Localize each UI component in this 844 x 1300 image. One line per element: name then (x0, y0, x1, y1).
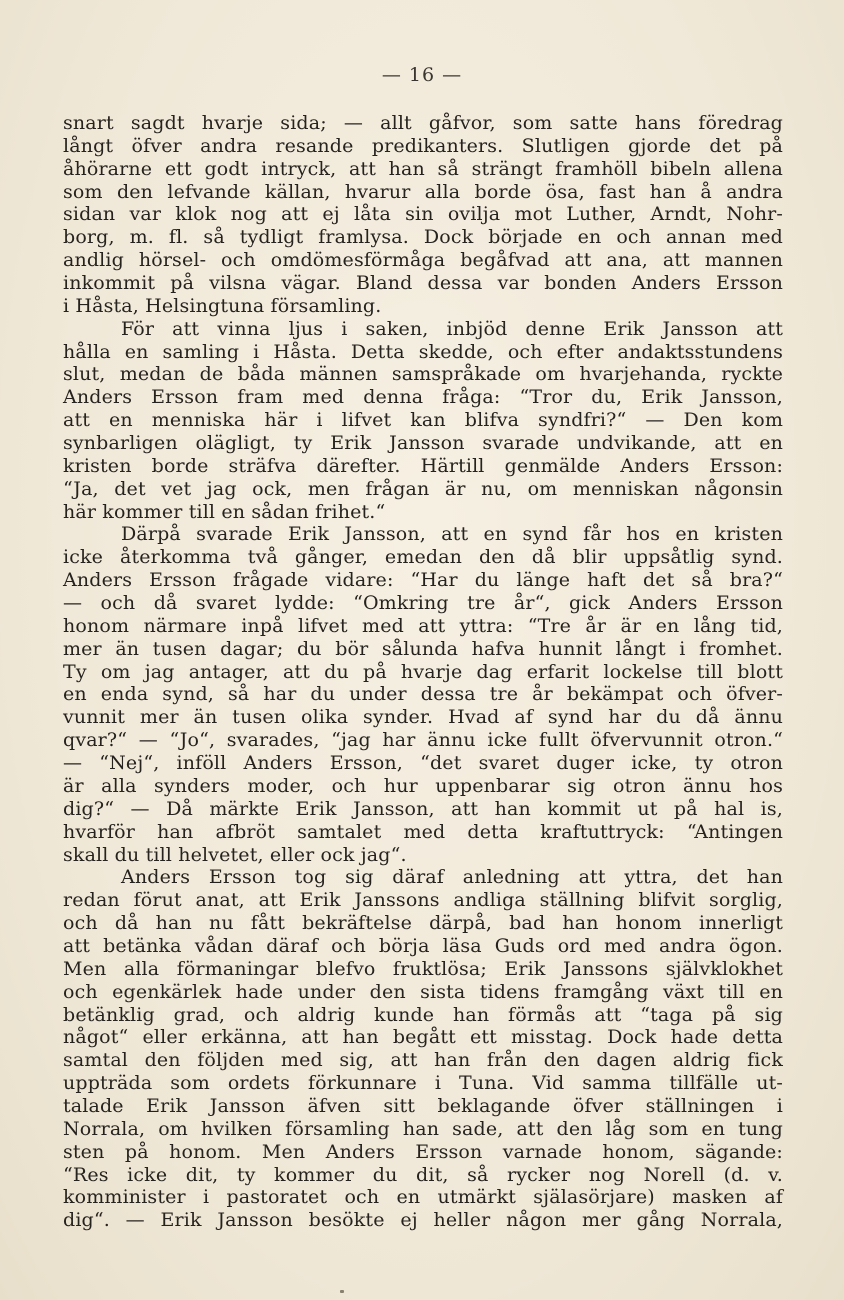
text-line: icke återkomma två gånger, emedan den då blir uppsåtlig synd. (63, 546, 783, 569)
text-line: samtal den följden med sig, att han från den dagen aldrig fick (63, 1049, 783, 1072)
text-line: att betänka vådan däraf och börja läsa Guds ord med andra ögon. (63, 934, 783, 957)
text-line: vunnit mer än tusen olika synder. Hvad af synd har du då ännu (63, 706, 783, 729)
text-line: hålla en samling i Håsta. Detta skedde, och efter andaktsstundens (63, 340, 783, 363)
text-line: och egenkärlek hade under den sista tidens framgång växt till en (63, 980, 783, 1003)
text-line: talade Erik Jansson äfven sitt beklagande öfver ställningen i (63, 1094, 783, 1117)
text-line-paragraph-end: i Håsta, Helsingtuna församling. (63, 294, 382, 317)
text-line: långt öfver andra resande predikanters. Slutligen gjorde det på (63, 134, 783, 157)
text-line: dig?“ — Då märkte Erik Jansson, att han kommit ut på hal is, (63, 797, 783, 820)
text-line: redan förut anat, att Erik Janssons andliga ställning blifvit sorglig, (63, 889, 783, 912)
text-line: som den lefvande källan, hvarur alla borde ösa, fast han å andra (63, 180, 783, 203)
text-line: Anders Ersson fram med denna fråga: “Tror du, Erik Jansson, (63, 386, 783, 409)
text-line-paragraph-end: skall du till helvetet, eller ock jag“. (63, 843, 407, 866)
text-line: uppträda som ordets förkunnare i Tuna. Vid samma tillfälle ut- (63, 1072, 783, 1095)
text-line: Ty om jag antager, att du på hvarje dag erfarit lockelse till blott (63, 660, 783, 683)
body-text (63, 112, 783, 1232)
text-line: en enda synd, så har du under dessa tre år bekämpat och öfver- (63, 683, 783, 706)
text-line: Anders Ersson frågade vidare: “Har du länge haft det så bra?“ (63, 569, 783, 592)
text-line: borg, m. fl. så tydligt framlysa. Dock började en och annan med (63, 226, 783, 249)
page-number: — 16 — (381, 64, 463, 86)
text-line: “Res icke dit, ty kommer du dit, så rycker nog Norell (d. v. (63, 1163, 783, 1186)
text-line: “Ja, det vet jag ock, men frågan är nu, om menniskan någonsin (63, 477, 783, 500)
text-line: att en menniska här i lifvet kan blifva syndfri?“ — Den kom (63, 409, 783, 432)
text-line: och då han nu fått bekräftelse därpå, bad han honom innerligt (63, 912, 783, 935)
text-line: andlig hörsel- och omdömesförmåga begåfvad att ana, att mannen (63, 249, 783, 272)
text-line: hvarför han afbröt samtalet med detta kraftuttryck: “Antingen (63, 820, 783, 843)
text-line: kristen borde sträfva därefter. Härtill genmälde Anders Ersson: (63, 454, 783, 477)
text-line-paragraph-start: Anders Ersson tog sig däraf anledning att yttra, det han (121, 866, 783, 889)
text-line: dig“. — Erik Jansson besökte ej heller någon mer gång Norrala, (63, 1209, 783, 1232)
text-line: något“ eller erkänna, att han begått ett misstag. Dock hade detta (63, 1026, 783, 1049)
text-line: Norrala, om hvilken församling han sade, att den låg som en tung (63, 1117, 783, 1140)
text-line: honom närmare inpå lifvet med att yttra: “Tre år är en lång tid, (63, 614, 783, 637)
text-line: — och då svaret lydde: “Omkring tre år“, gick Anders Ersson (63, 592, 783, 615)
text-line: synbarligen olägligt, ty Erik Jansson svarade undvikande, att en (63, 432, 783, 455)
text-line: är alla synders moder, och hur uppenbarar sig otron ännu hos (63, 774, 783, 797)
text-line: Men alla förmaningar blefvo fruktlösa; Erik Janssons självklokhet (63, 957, 783, 980)
text-line-paragraph-end: här kommer till en sådan frihet.“ (63, 500, 386, 523)
text-line: betänklig grad, och aldrig kunde han förmås att “taga på sig (63, 1003, 783, 1026)
text-line: sidan var klok nog att ej låta sin ovilja mot Luther, Arndt, Nohr- (63, 203, 783, 226)
text-line: mer än tusen dagar; du bör sålunda hafva hunnit långt i fromhet. (63, 637, 783, 660)
text-line-paragraph-start: Därpå svarade Erik Jansson, att en synd får hos en kristen (121, 523, 783, 546)
paper-speck (340, 1290, 344, 1293)
text-line: — “Nej“, inföll Anders Ersson, “det svaret duger icke, ty otron (63, 752, 783, 775)
text-line: sten på honom. Men Anders Ersson varnade honom, sägande: (63, 1140, 783, 1163)
text-line: inkommit på vilsna vägar. Bland dessa var bonden Anders Ersson (63, 272, 783, 295)
text-line: snart sagdt hvarje sida; — allt gåfvor, som satte hans föredrag (63, 112, 783, 134)
text-line-paragraph-start: För att vinna ljus i saken, inbjöd denne Erik Jansson att (121, 317, 783, 340)
text-line: slut, medan de båda männen samspråkade om hvarjehanda, ryckte (63, 363, 783, 386)
text-line: komminister i pastoratet och en utmärkt själasörjare) masken af (63, 1186, 783, 1209)
text-line: qvar?“ — “Jo“, svarades, “jag har ännu icke fullt öfvervunnit otron.“ (63, 729, 783, 752)
text-line: åhörarne ett godt intryck, att han så strängt framhöll bibeln allena (63, 157, 783, 180)
